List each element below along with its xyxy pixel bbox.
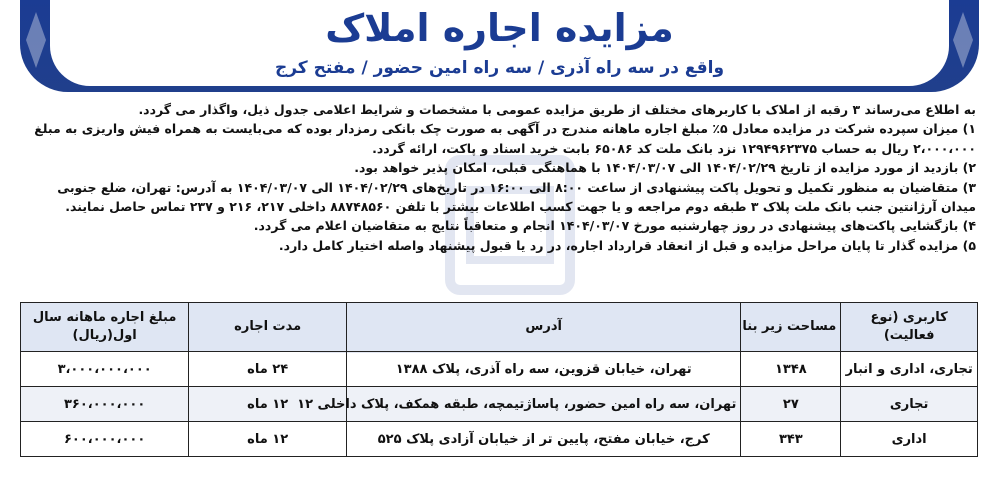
- notice-body: [26, 100, 976, 255]
- table-header-row: [21, 303, 978, 352]
- cell-use: تجاری، اداری و انبار: [841, 352, 978, 387]
- cell-use: اداری: [841, 422, 978, 457]
- cell-address: کرج، خیابان مفتح، پایین تر از خیابان آزادی پلاک ۵۲۵: [347, 422, 741, 457]
- clause-1-continued: ۲،۰۰۰،۰۰۰ ریال به حساب ۱۲۹۴۹۶۲۳۷۵ نزد بانک ملت کد ۶۵۰۸۶ بابت خرید اسناد و پاکت، ارائه گردد.: [372, 140, 976, 156]
- intro-paragraph: به اطلاع می‌رساند ۳ رقبه از املاک با کاربرهای مختلف از طریق مزایده عمومی با مشخصات و شرایط اعلامی جدول ذیل، واگذار می گردد.: [138, 102, 976, 117]
- cell-address: تهران، خیابان قزوین، سه راه آذری، پلاک ۱۳۸۸: [347, 352, 741, 387]
- page-subtitle: واقع در سه راه آذری / سه راه امین حضور / مفتح کرج: [274, 58, 725, 78]
- header-banner: [20, 0, 979, 92]
- properties-table: [20, 302, 978, 457]
- clause-1: ۱) میزان سپرده شرکت در مزایده معادل ۵٪ مبلغ اجاره ماهانه مندرج در آگهی به صورت چک بانکی رمزدار بوده که می‌بایست به همراه فیش واریزی به مبلغ: [34, 121, 976, 137]
- cell-use: تجاری: [841, 387, 978, 422]
- clause-3-continued: میدان آرژانتین جنب بانک ملت پلاک ۳ طبقه دوم مراجعه و یا جهت کسب اطلاعات بیشتر با تلفن ۸۸۷۴۸۵۶۰ داخلی ۲۱۷، ۲۱۶ و ۲۳۷ تماس حاصل نمایند.: [65, 199, 976, 215]
- header-price: مبلغ اجاره ماهانه سال اول(ریال): [21, 303, 189, 352]
- cell-area: ۳۴۳: [741, 422, 841, 457]
- ornament-icon: [24, 10, 48, 70]
- clause-5: ۵) مزایده گذار تا پایان مراحل مزایده و قبل از انعقاد قرارداد اجاره، در رد یا قبول پیشنهاد واصله اختیار کامل دارد.: [278, 237, 976, 253]
- table-row: [21, 387, 978, 422]
- ornament-icon: [951, 10, 975, 70]
- header-panel: [50, 0, 949, 86]
- cell-duration: ۲۴ ماه: [189, 352, 347, 387]
- header-duration: مدت اجاره: [189, 303, 347, 352]
- table-row: [21, 352, 978, 387]
- clause-3: ۳) متقاضیان به منظور تکمیل و تحویل پاکت پیشنهادی از ساعت ۸:۰۰ الی ۱۶:۰۰ در تاریخ‌های ۱۴۰۴/۰۲/۲۹ الی ۱۴۰۴/۰۳/۰۷ به آدرس: تهران، ضلع جنوبی: [57, 179, 976, 195]
- cell-price: ۳،۰۰۰،۰۰۰،۰۰۰: [21, 352, 189, 387]
- cell-price: ۳۶۰،۰۰۰،۰۰۰: [21, 387, 189, 422]
- page-title: مزایده اجاره املاک: [325, 6, 674, 50]
- header-address: آدرس: [347, 303, 741, 352]
- clause-2: ۲) بازدید از مورد مزایده از تاریخ ۱۴۰۴/۰۲/۲۹ الی ۱۴۰۴/۰۳/۰۷ با هماهنگی قبلی، امکان پذیر خواهد بود.: [354, 160, 976, 176]
- clause-4: ۴) بازگشایی پاکت‌های پیشنهادی در روز چهارشنبه مورخ ۱۴۰۴/۰۳/۰۷ انجام و متعاقباً نتایج به متقاضیان اعلام می گردد.: [253, 218, 976, 234]
- cell-address: تهران، سه راه امین حضور، پاساژتیمچه، طبقه همکف، پلاک داخلی ۱۲: [347, 387, 741, 422]
- cell-area: ۱۳۴۸: [741, 352, 841, 387]
- header-use: کاربری (نوع فعالیت): [841, 303, 978, 352]
- table-row: [21, 422, 978, 457]
- cell-duration: ۱۲ ماه: [189, 387, 347, 422]
- cell-duration: ۱۲ ماه: [189, 422, 347, 457]
- cell-area: ۲۷: [741, 387, 841, 422]
- header-area: مساحت زیر بنا: [741, 303, 841, 352]
- cell-price: ۶۰۰،۰۰۰،۰۰۰: [21, 422, 189, 457]
